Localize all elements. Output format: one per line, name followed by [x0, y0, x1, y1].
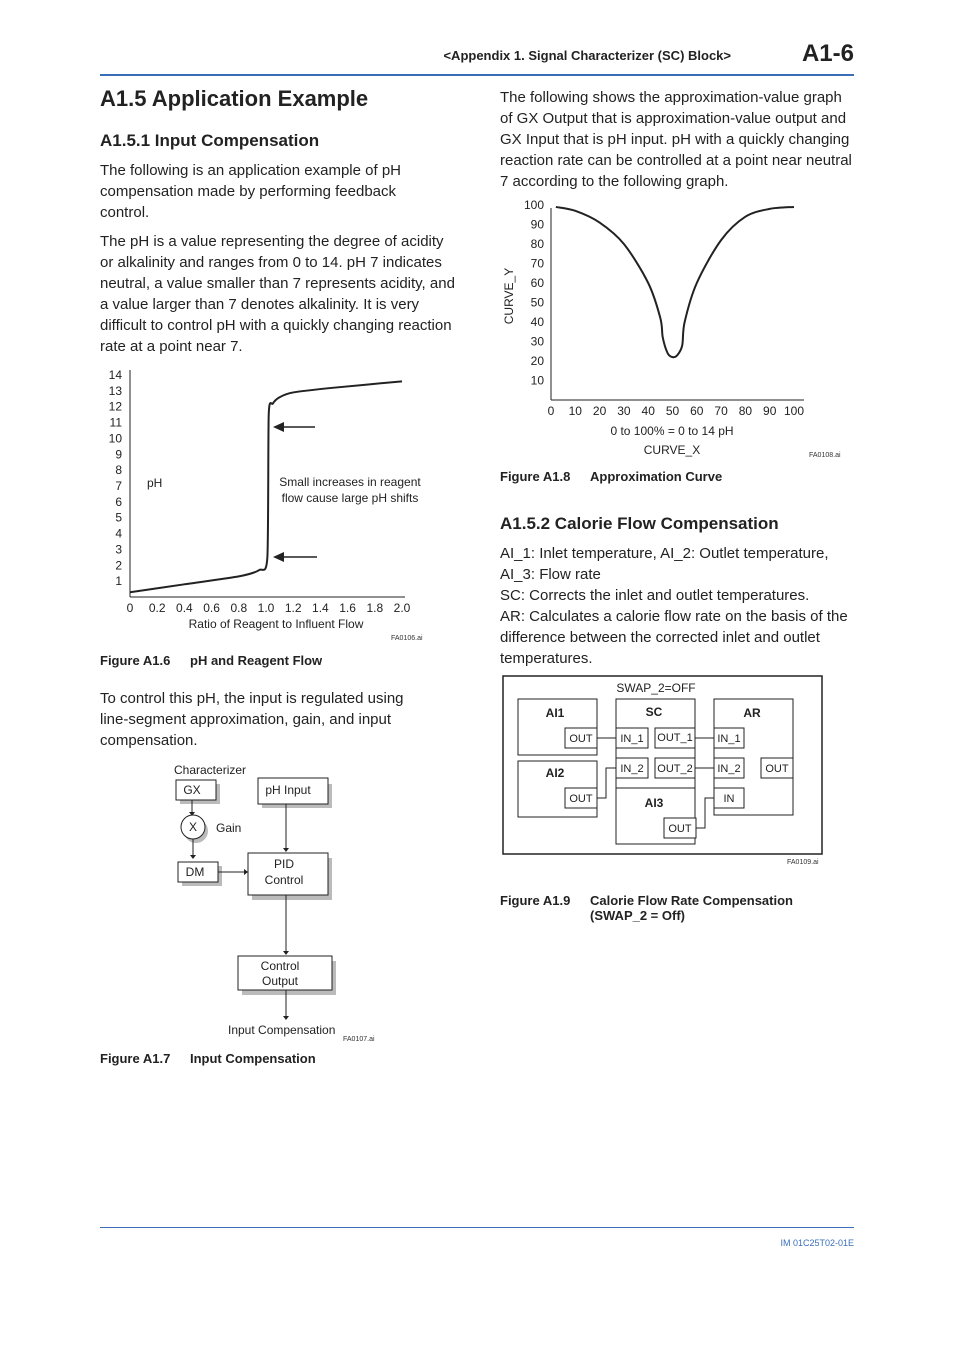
gx-label: GX — [183, 783, 201, 797]
multiplier-label: X — [188, 820, 198, 834]
ph-input-label: pH Input — [265, 783, 311, 797]
control-output-label-line-2: Output — [261, 974, 299, 988]
ai2-label: AI2 — [545, 766, 565, 780]
y-tick-label: 10 — [530, 373, 544, 388]
arrow-head-upper — [273, 422, 284, 432]
ar-out-label: OUT — [765, 763, 789, 775]
x-tick-label: 1.6 — [339, 601, 356, 615]
figure-file-id: FA0108.ai — [809, 452, 841, 459]
x-tick-label: 1.4 — [312, 601, 329, 615]
x-tick-label: 2.0 — [393, 601, 411, 615]
y-tick-label: 14 — [108, 368, 122, 382]
ai1-label: AI1 — [545, 706, 565, 720]
y-tick-label: 60 — [530, 276, 544, 290]
x-tick-label: 0 — [126, 601, 134, 615]
ai3-out-label: OUT — [668, 823, 692, 835]
caption-number: Figure A1.9 — [500, 893, 571, 908]
y-tick-label: 8 — [115, 463, 122, 478]
y-tick-label: 3 — [115, 542, 122, 557]
x-tick-label: 60 — [690, 404, 704, 418]
arrow-head — [283, 951, 289, 955]
x-tick-label: 0.6 — [203, 601, 220, 615]
x-tick-label: 30 — [617, 404, 631, 418]
x-tick-label: 1.0 — [257, 601, 275, 615]
text-line: AR: Calculates a calorie flow rate on the basis of the difference between the corrected inlet and outlet temperatures. — [500, 608, 848, 667]
x-tick-label: 100 — [783, 404, 805, 418]
approximation-curve-chart — [500, 200, 854, 465]
x-tick-label: 0.8 — [230, 601, 248, 615]
caption-text: pH and Reagent Flow — [190, 653, 323, 668]
y-tick-label: 12 — [108, 399, 122, 414]
y-tick-label: 80 — [530, 237, 544, 251]
calorie-flow-diagram — [500, 675, 840, 870]
x-tick-label: 50 — [665, 404, 680, 418]
y-tick-label: 11 — [109, 415, 122, 430]
figure-caption-a18 — [500, 469, 722, 484]
y-axis-label: pH — [147, 476, 163, 490]
arrow-head — [283, 848, 289, 852]
caption-number: Figure A1.8 — [500, 469, 571, 484]
annotation-line-2: flow cause large pH shifts — [281, 491, 419, 505]
x-tick-label: 1.8 — [366, 601, 384, 615]
paragraph-intro: The following is an application example of pH compensation made by performing feedback control. — [100, 162, 402, 221]
ar-in-label: IN — [723, 793, 735, 805]
text-line: SC: Corrects the inlet and outlet temperatures. — [500, 587, 810, 604]
sc-label: SC — [645, 705, 663, 719]
y-tick-label: 2 — [115, 558, 122, 573]
x-axis-label: CURVE_X — [643, 443, 701, 457]
y-tick-label: 9 — [115, 447, 122, 462]
figure-caption-a19 — [500, 893, 793, 923]
figure-file-id: FA0107.ai — [343, 1036, 375, 1043]
pid-label-line-1: PID — [273, 857, 295, 871]
arrow-head — [190, 855, 196, 859]
footer-doc-id: IM 01C25T02-01E — [780, 1238, 854, 1248]
dm-label: DM — [185, 865, 205, 879]
x-tick-label: 70 — [714, 404, 728, 418]
y-tick-label: 90 — [530, 217, 544, 232]
caption-number: Figure A1.7 — [100, 1051, 171, 1066]
x-tick-label: 0.4 — [176, 601, 193, 615]
gain-label: Gain — [216, 821, 242, 835]
x-tick-label: 10 — [568, 404, 582, 418]
caption-text: Input Compensation — [190, 1051, 316, 1066]
sc-in1-label: IN_1 — [620, 733, 644, 745]
sc-in2-label: IN_2 — [620, 763, 644, 775]
paragraph-control: To control this pH, the input is regulated using line-segment approximation, gain, and input compensation. — [100, 690, 404, 749]
subsection-title-calorie: A1.5.2 Calorie Flow Compensation — [500, 514, 779, 533]
ai1-out-label: OUT — [569, 733, 593, 745]
section-title: A1.5 Application Example — [100, 86, 369, 111]
y-tick-label: 50 — [530, 295, 544, 310]
x-tick-label: 90 — [763, 404, 777, 418]
ar-label: AR — [743, 706, 761, 720]
y-tick-label: 20 — [530, 354, 544, 368]
paragraph-ph: The pH is a value representing the degree of acidity or alkalinity and ranges from 0 to 14. pH 7 indicates neutral, a value smaller than 7 represents acidity, and a value larger than 7 denotes alkalinity. It is very difficult to control pH with a quickly changing reaction rate at a point near 7. — [100, 233, 455, 355]
figure-file-id: FA0106.ai — [391, 635, 423, 642]
y-tick-label: 40 — [530, 315, 544, 329]
ar-in2-label: IN_2 — [717, 763, 741, 775]
y-tick-label: 7 — [115, 479, 122, 493]
ph-reagent-chart — [100, 365, 440, 645]
arrow-head — [244, 869, 248, 875]
x-tick-label: 80 — [738, 404, 753, 418]
x-tick-label: 1.2 — [284, 601, 302, 615]
y-tick-label: 100 — [523, 200, 544, 212]
y-tick-label: 10 — [108, 431, 122, 446]
y-tick-label: 4 — [115, 526, 122, 541]
arrow-head-lower — [273, 552, 284, 562]
figure-caption-a17 — [100, 1051, 316, 1066]
page-number: A1-6 — [801, 40, 854, 67]
x-axis-label: Ratio of Reagent to Influent Flow — [188, 617, 364, 631]
caption-text-line-2: (SWAP_2 = Off) — [590, 908, 685, 923]
control-output-label-line-1: Control — [260, 959, 300, 973]
sc-out1-label: OUT_1 — [657, 732, 693, 744]
x-axis-label-range: 0 to 100% = 0 to 14 pH — [610, 424, 734, 438]
x-tick-label: 0 — [547, 404, 555, 418]
text-line: AI_1: Inlet temperature, AI_2: Outlet temperature, AI_3: Flow rate — [500, 545, 829, 583]
header-rule — [100, 74, 854, 76]
ai3-label: AI3 — [644, 796, 664, 810]
footer-rule — [100, 1227, 854, 1228]
y-tick-label: 5 — [115, 510, 122, 525]
y-tick-label: 30 — [530, 334, 544, 349]
paragraph-calorie — [500, 543, 856, 669]
input-compensation-label: Input Compensation — [228, 1023, 336, 1037]
caption-text-line-1: Calorie Flow Rate Compensation — [590, 893, 793, 908]
approximation-curve — [556, 207, 794, 357]
caption-text: Approximation Curve — [590, 469, 723, 484]
y-axis-label: CURVE_Y — [502, 267, 516, 325]
y-tick-label: 1 — [115, 574, 122, 589]
y-tick-label: 70 — [530, 256, 544, 271]
paragraph-approx-graph: The following shows the approximation-value graph of GX Output that is approximation-value output and GX Input that is pH input. pH with a quickly changing reaction rate can be controlled at a point near neutral 7 according to the following graph. — [500, 89, 852, 190]
header-title: <Appendix 1. Signal Characterizer (SC) Block> — [443, 48, 731, 63]
y-tick-label: 13 — [108, 383, 122, 398]
subsection-title-input-comp: A1.5.1 Input Compensation — [100, 131, 320, 150]
y-tick-label: 6 — [115, 494, 122, 509]
x-tick-label: 0.2 — [148, 601, 166, 615]
annotation-line-1: Small increases in reagent — [279, 475, 421, 489]
ar-in1-label: IN_1 — [717, 733, 741, 745]
input-compensation-diagram — [160, 760, 400, 1050]
x-tick-label: 40 — [641, 404, 655, 418]
figure-caption-a16 — [100, 653, 322, 668]
figure-file-id: FA0109.ai — [787, 859, 819, 866]
sc-out2-label: OUT_2 — [657, 763, 693, 775]
ai2-out-label: OUT — [569, 793, 593, 805]
swap-label: SWAP_2=OFF — [616, 681, 696, 695]
arrow-head — [283, 1016, 289, 1020]
x-tick-label: 20 — [592, 404, 607, 418]
caption-number: Figure A1.6 — [100, 653, 171, 668]
pid-label-line-2: Control — [264, 873, 304, 887]
characterizer-label: Characterizer — [174, 763, 247, 777]
